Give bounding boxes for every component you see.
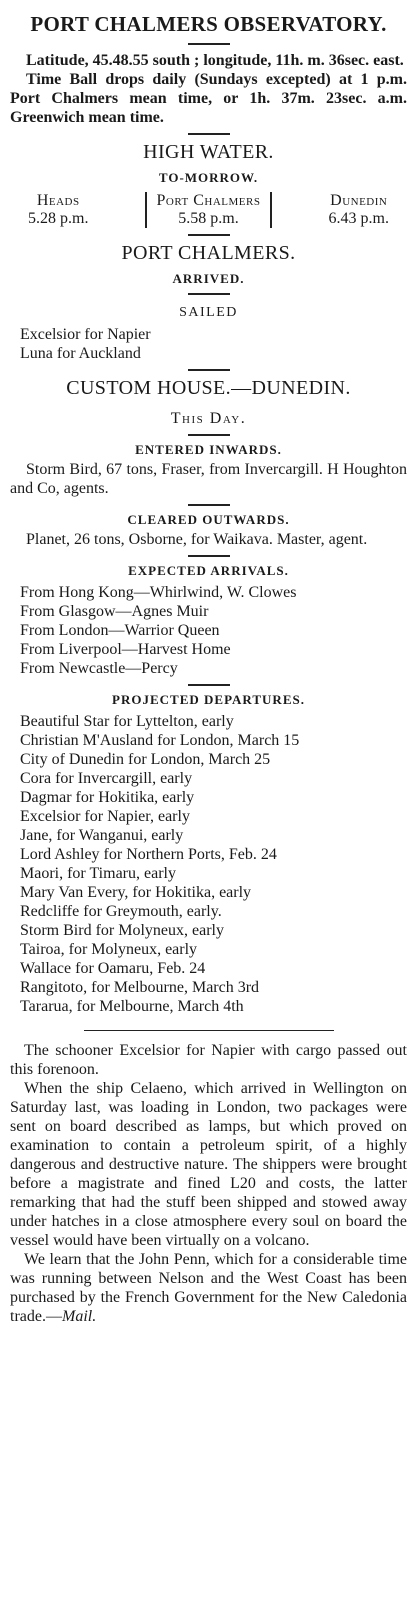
list-item: City of Dunedin for London, March 25 — [20, 751, 271, 768]
news-paragraph: When the ship Celaeno, which arrived in Wellington on Saturday last, was loading in London, two packages were sent on board described as lamps, but which proved on examination to contain a petroleum spirit, of a highly dangerous and destructive nature. The shippers were brought before a magistrate and fined L20 and costs, the latter remarking that had the stuff been shipped and stowed away under hatches in a close atmosphere every soul on board the vessel would have been virtually on a volcano. — [10, 1080, 407, 1249]
cleared-heading: CLEARED OUTWARDS. — [127, 512, 290, 527]
tide-time: 6.43 p.m. — [328, 210, 389, 227]
news-items — [10, 1041, 407, 1326]
divider — [188, 504, 230, 506]
tide-heads — [18, 192, 98, 228]
sailed-list — [10, 325, 407, 363]
news-paragraph — [10, 1250, 407, 1326]
tide-table — [10, 192, 407, 228]
list-item: Tararua, for Melbourne, March 4th — [20, 998, 244, 1015]
list-item: Christian M'Ausland for London, March 15 — [20, 732, 300, 749]
news-source: Mail. — [61, 1308, 97, 1325]
divider — [188, 684, 230, 686]
observatory-title: PORT CHALMERS OBSERVATORY. — [30, 12, 387, 36]
high-water-subtitle: TO-MORROW. — [158, 170, 259, 185]
long-divider — [84, 1030, 334, 1031]
news-paragraph: The schooner Excelsior for Napier with cargo passed out this forenoon. — [10, 1042, 407, 1078]
list-item: Tairoa, for Molyneux, early — [20, 941, 198, 958]
entered-text: Storm Bird, 67 tons, Fraser, from Invercargill. H Houghton and Co, agents. — [10, 461, 407, 497]
divider — [188, 133, 230, 135]
expected-heading: EXPECTED ARRIVALS. — [128, 563, 289, 578]
list-item: Lord Ashley for Northern Ports, Feb. 24 — [20, 846, 277, 863]
divider — [188, 434, 230, 436]
high-water-title: HIGH WATER. — [143, 141, 274, 163]
tide-place: Port Chalmers — [156, 192, 261, 209]
list-item: Mary Van Every, for Hokitika, early — [20, 884, 252, 901]
tide-time: 5.28 p.m. — [28, 210, 89, 227]
expected-list — [10, 583, 407, 678]
list-item: From Liverpool—Harvest Home — [20, 641, 231, 658]
list-item: Luna for Auckland — [20, 345, 141, 362]
news-text: We learn that the John Penn, which for a considerable time was running between Nelson and the West Coast has been purchased by the French Government for the New Caledonia trade.— — [10, 1251, 407, 1325]
divider — [188, 234, 230, 236]
arrived-heading: ARRIVED. — [172, 271, 245, 286]
divider — [188, 293, 230, 295]
divider — [188, 369, 230, 371]
customs-day: This Day. — [170, 410, 247, 427]
list-item: Excelsior for Napier, early — [20, 808, 190, 825]
list-item: Storm Bird for Molyneux, early — [20, 922, 224, 939]
customs-title: CUSTOM HOUSE.—DUNEDIN. — [66, 377, 351, 399]
observatory-timeball: Time Ball drops daily (Sundays excepted) at 1 p.m. Port Chalmers mean time, or 1h. 37m. 23sec. a.m. Greenwich mean time. — [10, 71, 407, 126]
list-item: From Hong Kong—Whirlwind, W. Clowes — [20, 584, 297, 601]
tide-place: Heads — [36, 192, 80, 209]
tide-port-chalmers — [145, 192, 273, 228]
list-item: Beautiful Star for Lyttelton, early — [20, 713, 234, 730]
divider — [188, 43, 230, 45]
list-item: Excelsior for Napier — [20, 326, 151, 343]
list-item: Cora for Invercargill, early — [20, 770, 193, 787]
projected-heading: PROJECTED DEPARTURES. — [112, 692, 305, 707]
list-item: From London—Warrior Queen — [20, 622, 220, 639]
tide-time: 5.58 p.m. — [178, 210, 239, 227]
cleared-text: Planet, 26 tons, Osborne, for Waikava. Master, agent. — [26, 531, 368, 548]
divider — [188, 555, 230, 557]
list-item: Rangitoto, for Melbourne, March 3rd — [20, 979, 260, 996]
list-item: From Glasgow—Agnes Muir — [20, 603, 209, 620]
list-item: Maori, for Timaru, early — [20, 865, 176, 882]
sailed-heading: SAILED — [179, 305, 238, 320]
entered-heading: ENTERED INWARDS. — [135, 442, 282, 457]
projected-list — [10, 712, 407, 1016]
list-item: Wallace for Oamaru, Feb. 24 — [20, 960, 206, 977]
tide-dunedin — [319, 192, 399, 228]
observatory-coords: Latitude, 45.48.55 south ; longitude, 11h. m. 36sec. east. — [26, 52, 404, 69]
list-item: From Newcastle—Percy — [20, 660, 178, 677]
tide-place: Dunedin — [330, 192, 388, 209]
list-item: Jane, for Wanganui, early — [20, 827, 184, 844]
list-item: Redcliffe for Greymouth, early. — [20, 903, 222, 920]
list-item: Dagmar for Hokitika, early — [20, 789, 195, 806]
port-title: PORT CHALMERS. — [121, 242, 296, 264]
